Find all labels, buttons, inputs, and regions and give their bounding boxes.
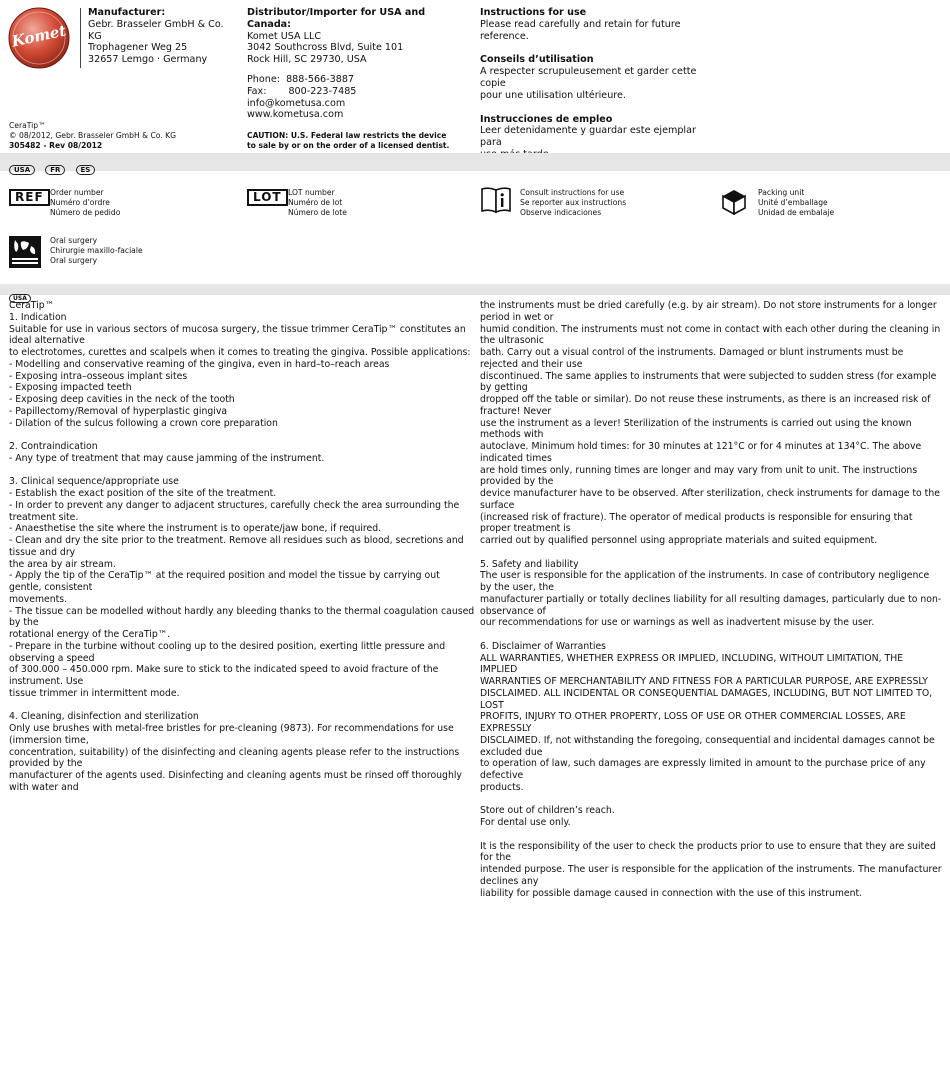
- book-info-icon: [480, 186, 512, 218]
- body-line: autoclave. Minimum hold times: for 30 minutes at 121°C or for 4 minutes at 134°C. The above indicated times: [480, 441, 922, 464]
- body-line: 1. Indication: [9, 311, 67, 323]
- body-line: to electrotomes, curettes and scalpels when it comes to treating the gingiva. Possible applications:: [9, 347, 471, 358]
- caution-notice: [247, 131, 477, 151]
- body-line: WARRANTIES OF MERCHANTABILITY AND FITNESS FOR A PARTICULAR PURPOSE, ARE EXPRESSLY: [480, 676, 928, 687]
- consult-legend: [520, 188, 626, 219]
- distributor-heading: Distributor/Importer for USA and Canada:: [247, 7, 426, 30]
- body-line: intended purpose. The user is responsible for the application of the instruments. The manufacturer declines any: [480, 864, 942, 887]
- paragraph-gap: [9, 429, 475, 441]
- body-line: It is the responsibility of the user to check the products prior to use to ensure that they are suited for the: [480, 840, 936, 864]
- product-name: CeraTip™: [9, 121, 46, 130]
- fax-row: [247, 86, 472, 98]
- paragraph-gap: [480, 829, 942, 841]
- language-badges: [9, 157, 100, 176]
- language-badge: ES: [76, 165, 96, 175]
- caution-line: CAUTION: U.S. Federal law restricts the device: [247, 131, 447, 140]
- body-line: carried out by qualified personnel using appropriate materials and suited equipment.: [480, 535, 878, 546]
- phone-label: Phone:: [247, 73, 280, 85]
- legend-line: Consult instructions for use: [520, 188, 625, 197]
- body-line: rotational energy of the CeraTip™.: [9, 629, 171, 640]
- body-line: the instruments must be dried carefully (e.g. by air stream). Do not store instruments for a longer period in wet or: [480, 300, 937, 323]
- phone-row: [247, 74, 472, 86]
- body-line: use the instrument as a lever! Sterilization of the instruments is carried out using the known methods with: [480, 417, 912, 441]
- body-line: Suitable for use in various sectors of mucosa surgery, the tissue trimmer CeraTip™ constitutes an ideal alternative: [9, 323, 466, 347]
- left-text-column: [9, 300, 475, 794]
- body-line: humid condition. The instruments must not come in contact with each other during the cleaning in the ultrasonic: [480, 323, 941, 347]
- body-line: our recommendations for use or warnings as well as inadvertent misuse by the user.: [480, 617, 875, 629]
- legend-line: Observe indicaciones: [520, 208, 602, 218]
- body-line: bath. Carry out a visual control of the instruments. Damaged or blunt instruments must be rejected and their use: [480, 347, 904, 370]
- phone-number: 888-566-3887: [286, 73, 355, 85]
- body-line: Only use brushes with metal-free bristles for pre-cleaning (9873). For recommendations for use (immersion time,: [9, 723, 454, 746]
- body-line: to operation of law, such damages are expressly limited in amount to the purchase price of any defective: [480, 758, 926, 781]
- legend-line: Oral surgery: [50, 256, 98, 266]
- legend-line: Unité d’emballage: [758, 198, 828, 208]
- lot-symbol: LOT: [247, 189, 288, 206]
- body-line: manufacturer partially or totally declines liability for all resulting damages, particularly due to non-observance of: [480, 593, 942, 617]
- body-line: ALL WARRANTIES, WHETHER EXPRESS OR IMPLIED, INCLUDING, WITHOUT LIMITATION, THE IMPLIED: [480, 652, 904, 676]
- body-line: - Exposing impacted teeth: [9, 382, 132, 394]
- ref-symbol: REF: [9, 189, 50, 206]
- body-line: tissue trimmer in intermittent mode.: [9, 687, 180, 699]
- body-line: CeraTip™: [9, 300, 54, 311]
- body-line: - Exposing intra–osseous implant sites: [9, 370, 188, 382]
- body-line: - Apply the tip of the CeraTip™ at the required position and model the tissue by carrying out gentle, consistent: [9, 570, 440, 593]
- distributor-line: Rock Hill, SC 29730, USA: [247, 54, 367, 66]
- body-line: Store out of children’s reach.: [480, 805, 615, 817]
- body-line: - Modelling and conservative reaming of the gingiva, even in hard–to–reach areas: [9, 358, 390, 370]
- logo-wordmark: Komet: [10, 21, 68, 51]
- legend-line: Order number: [50, 188, 104, 197]
- paragraph-gap: [480, 547, 942, 559]
- paragraph-gap: [480, 629, 942, 641]
- distributor-line: 3042 Southcross Blvd, Suite 101: [247, 42, 404, 54]
- copyright-text: © 08/2012, Gebr. Brasseler GmbH & Co. KG: [9, 131, 176, 141]
- revision-text: 305482 - Rev 08/2012: [9, 141, 103, 151]
- manufacturer-block: [88, 7, 238, 66]
- body-line: - Anaesthetise the site where the instrument is to operate/jaw bone, if required.: [9, 523, 382, 535]
- paragraph-gap: [480, 794, 942, 806]
- body-line: 3. Clinical sequence/appropriate use: [9, 476, 179, 488]
- body-line: discontinued. The same applies to instruments that were subjected to sudden stress (for example by getting: [480, 370, 937, 394]
- lot-legend: [288, 188, 347, 219]
- legend-line: Numéro d’ordre: [50, 198, 110, 208]
- header-band: [0, 153, 950, 171]
- legend-line: Unidad de embalaje: [758, 208, 835, 218]
- body-line: - Establish the exact position of the site of the treatment.: [9, 488, 277, 499]
- instructions-heading-fr: Conseils d’utilisation: [480, 54, 594, 66]
- instructions-heading-en: Instructions for use: [480, 7, 587, 18]
- packing-legend: [758, 188, 834, 219]
- ref-legend: [50, 188, 120, 219]
- body-line: - Prepare in the turbine without cooling up to the desired position, exerting little pressure and observing a speed: [9, 640, 446, 664]
- body-line: For dental use only.: [480, 817, 571, 828]
- body-line: - The tissue can be modelled without hardly any bleeding thanks to the thermal coagulation caused by the: [9, 605, 475, 629]
- instructions-block: [480, 7, 720, 161]
- caution-line: to sale by or on the order of a licensed dentist.: [247, 141, 450, 151]
- legend-line: Número de lote: [288, 208, 347, 218]
- body-line: 5. Safety and liability: [480, 558, 579, 570]
- legend-line: Número de pedido: [50, 208, 121, 218]
- body-line: are hold times only, running times are longer and may vary from unit to unit. The instructions provided by the: [480, 464, 918, 488]
- header-divider: [80, 8, 81, 68]
- language-badge: USA: [9, 294, 31, 303]
- body-line: DISCLAIMED. If, not withstanding the foregoing, consequential and incidental damages cannot be excluded due: [480, 734, 935, 758]
- body-line: 4. Cleaning, disinfection and sterilization: [9, 711, 199, 723]
- product-info: [9, 121, 239, 152]
- legend-line: Numéro de lot: [288, 198, 343, 208]
- body-line: - Papillectomy/Removal of hyperplastic gingiva: [9, 405, 228, 417]
- oral-surgery-legend: [50, 236, 143, 267]
- paragraph-gap: [9, 465, 475, 477]
- body-line: - Exposing deep cavities in the neck of the tooth: [9, 394, 235, 405]
- section-band: [0, 284, 950, 295]
- body-line: - Clean and dry the site prior to the treatment. Remove all residues such as blood, secretions and tissue and dry: [9, 535, 464, 558]
- manufacturer-line: Trophagener Weg 25: [88, 42, 188, 54]
- body-line: The user is responsible for the application of the instruments. In case of contributory negligence by the user, the: [480, 570, 930, 593]
- komet-logo: [8, 7, 70, 69]
- body-line: - Dilation of the sulcus following a crown core preparation: [9, 417, 278, 429]
- manufacturer-line: Gebr. Brasseler GmbH & Co. KG: [88, 18, 224, 42]
- body-line: - Any type of treatment that may cause jamming of the instrument.: [9, 452, 325, 464]
- body-line: 2. Contraindication: [9, 441, 98, 452]
- legend-line: Chirurgie maxillo-faciale: [50, 246, 143, 256]
- right-text-column: [480, 300, 942, 899]
- body-line: - In order to prevent any danger to adjacent structures, carefully check the area surrounding the treatment site.: [9, 499, 460, 523]
- instructions-text-fr: A respecter scrupuleusement et garder cette copie: [480, 66, 697, 89]
- body-line: concentration, suitability) of the disinfecting and cleaning agents please refer to the instructions provided by the: [9, 746, 460, 770]
- legend-line: LOT number: [288, 188, 335, 197]
- packing-unit-icon: [720, 187, 748, 219]
- instructions-text-es: Leer detenidamente y guardar este ejemplar para: [480, 125, 696, 149]
- legend-line: Oral surgery: [50, 236, 98, 245]
- manufacturer-heading: Manufacturer:: [88, 7, 166, 18]
- instructions-text-fr: pour une utilisation ultérieure.: [480, 89, 626, 101]
- legend-line: Se reporter aux instructions: [520, 198, 627, 208]
- body-line: PROFITS, INJURY TO OTHER PROPERTY, LOSS OF USE OR OTHER COMMERCIAL LOSSES, ARE EXPRESSLY: [480, 711, 906, 734]
- website-text: www.kometusa.com: [247, 109, 344, 121]
- body-line: (increased risk of fracture). The operator of medical products is responsible for ensuring that proper treatment is: [480, 511, 913, 535]
- body-line: the area by air stream.: [9, 558, 116, 570]
- instructions-heading-es: Instrucciones de empleo: [480, 113, 613, 125]
- body-line: of 300.000 – 450.000 rpm. Make sure to stick to the indicated speed to avoid fracture of the instrument. Use: [9, 664, 439, 687]
- body-line: products.: [480, 781, 524, 793]
- body-line: 6. Disclaimer of Warranties: [480, 640, 607, 652]
- body-line: movements.: [9, 593, 68, 605]
- body-line: DISCLAIMED. ALL INCIDENTAL OR CONSEQUENTIAL DAMAGES, INCLUDING, BUT NOT LIMITED TO, LOST: [480, 687, 933, 711]
- language-badge: USA: [9, 165, 35, 175]
- body-line: device manufacturer have to be observed. After sterilization, check instruments for damage to the surface: [480, 488, 940, 511]
- language-badge: FR: [45, 165, 65, 175]
- distributor-block: [247, 7, 472, 121]
- email-text: info@kometusa.com: [247, 97, 346, 109]
- fax-number: 800-223-7485: [288, 85, 357, 97]
- distributor-line: Komet USA LLC: [247, 30, 322, 42]
- fax-label: Fax:: [247, 85, 267, 97]
- body-line: liability for possible damage caused in connection with the use of this instrument.: [480, 887, 863, 899]
- manufacturer-line: 32657 Lemgo · Germany: [88, 54, 208, 66]
- legend-line: Packing unit: [758, 188, 805, 197]
- paragraph-gap: [9, 700, 475, 712]
- body-line: dropped off the table or similar). Do not reuse these instruments, as there is an increased risk of fracture! Never: [480, 394, 931, 417]
- oral-surgery-icon: [9, 236, 41, 272]
- body-line: manufacturer of the agents used. Disinfecting and cleaning agents must be rinsed off thoroughly with water and: [9, 770, 462, 793]
- instructions-text-en: Please read carefully and retain for future reference.: [480, 18, 681, 42]
